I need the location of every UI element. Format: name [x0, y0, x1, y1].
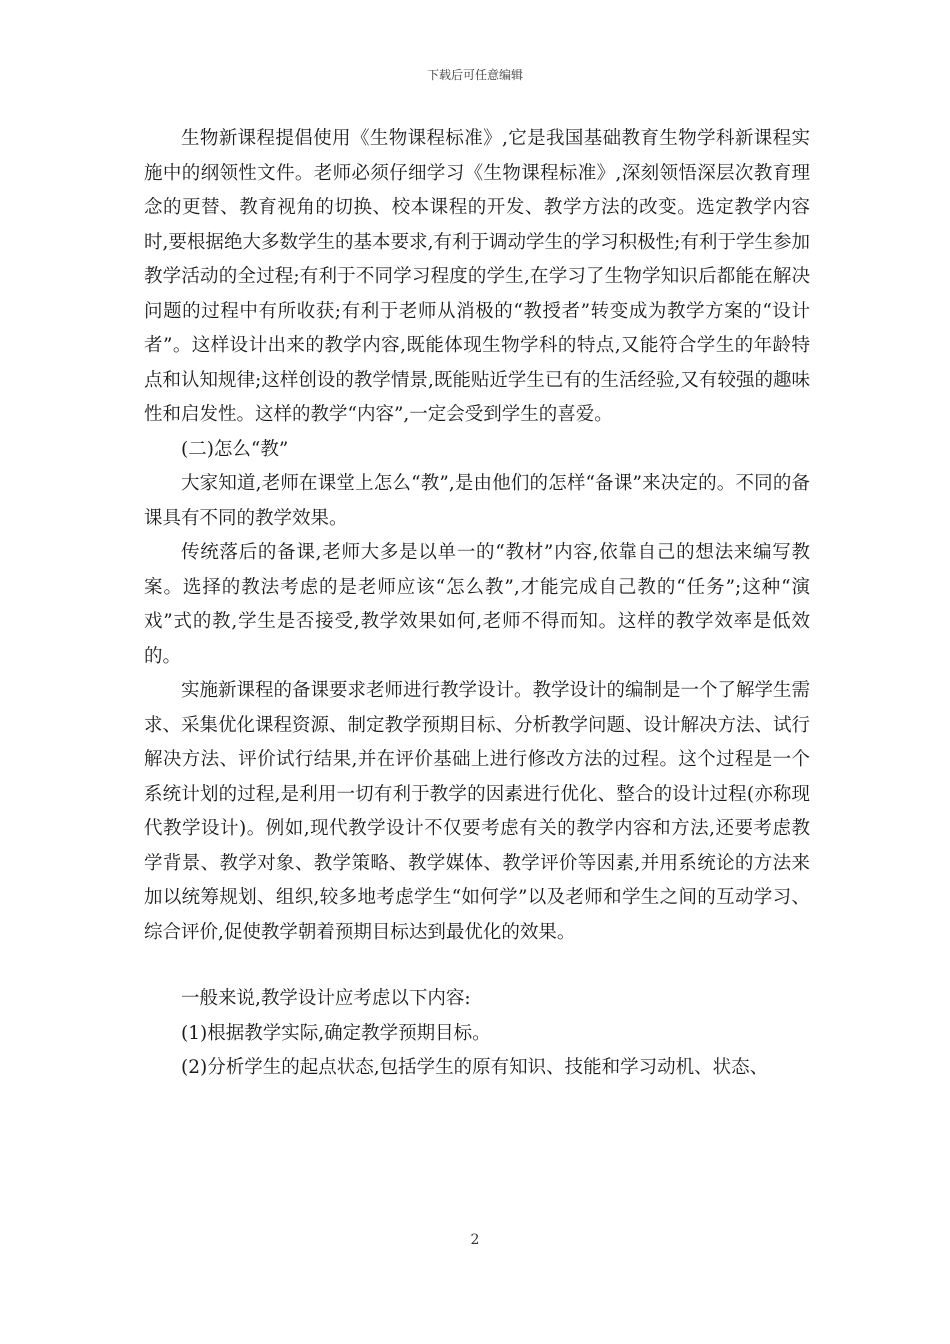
document-body: [144, 122, 810, 1086]
list-item-1: (1)根据教学实际,确定教学预期目标。: [181, 1022, 491, 1044]
paragraph-curriculum-standard: 生物新课程提倡使用《生物课程标准》,它是我国基础教育生物学科新课程实施中的纲领性文件。老师必须仔细学习《生物课程标准》,深刻领悟深层次教育理念的更替、教育视角的切换、校本课程的开发、教学方法的改变。选定教学内容时,要根据绝大多数学生的基本要求,有利于调动学生的学习积极性;有利于学生参加教学活动的全过程;有利于不同学习程度的学生,在学习了生物学知识后都能在解决问题的过程中有所收获;有利于老师从消极的“教授者”转变成为教学方案的“设计者”。这样设计出来的教学内容,既能体现生物学科的特点,又能符合学生的年龄特点和认知规律;这样创设的教学情景,既能贴近学生已有的生活经验,又有较强的趣味性和启发性。这样的教学“内容”,一定会受到学生的喜爱。: [144, 128, 810, 425]
paragraph-lesson-prep: 大家知道,老师在课堂上怎么“教”,是由他们的怎样“备课”来决定的。不同的备课具有不同的教学效果。: [144, 473, 810, 529]
paragraph-instructional-design: 实施新课程的备课要求老师进行教学设计。教学设计的编制是一个了解学生需求、采集优化课程资源、制定教学预期目标、分析教学问题、设计解决方法、试行解决方法、评价试行结果,并在评价基础上进行修改方法的过程。这个过程是一个系统计划的过程,是利用一切有利于教学的因素进行优化、整合的设计过程(亦称现代教学设计)。例如,现代教学设计不仅要考虑有关的教学内容和方法,还要考虑教学背景、教学对象、教学策略、教学媒体、教学评价等因素,并用系统论的方法来加以统筹规划、组织,较多地考虑学生“如何学”以及老师和学生之间的互动学习、综合评价,促使教学朝着预期目标达到最优化的效果。: [144, 680, 811, 943]
page-header: 下载后可任意编辑: [426, 68, 523, 82]
paragraph-traditional-prep: 传统落后的备课,老师大多是以单一的“教材”内容,依靠自己的想法来编写教案。选择的教法考虑的是老师应该“怎么教”,才能完成自己教的“任务”;这种“演戏”式的教,学生是否接受,教学效果如何,老师不得而知。这样的教学效率是低效的。: [144, 542, 810, 667]
list-item-2: (2)分析学生的起点状态,包括学生的原有知识、技能和学习动机、状态、: [181, 1057, 769, 1078]
paragraph-design-contents-intro: 一般来说,教学设计应考虑以下内容:: [181, 988, 471, 1009]
page-number: 2: [470, 1232, 480, 1248]
section-heading-how-to-teach: (二)怎么“教”: [181, 438, 289, 460]
